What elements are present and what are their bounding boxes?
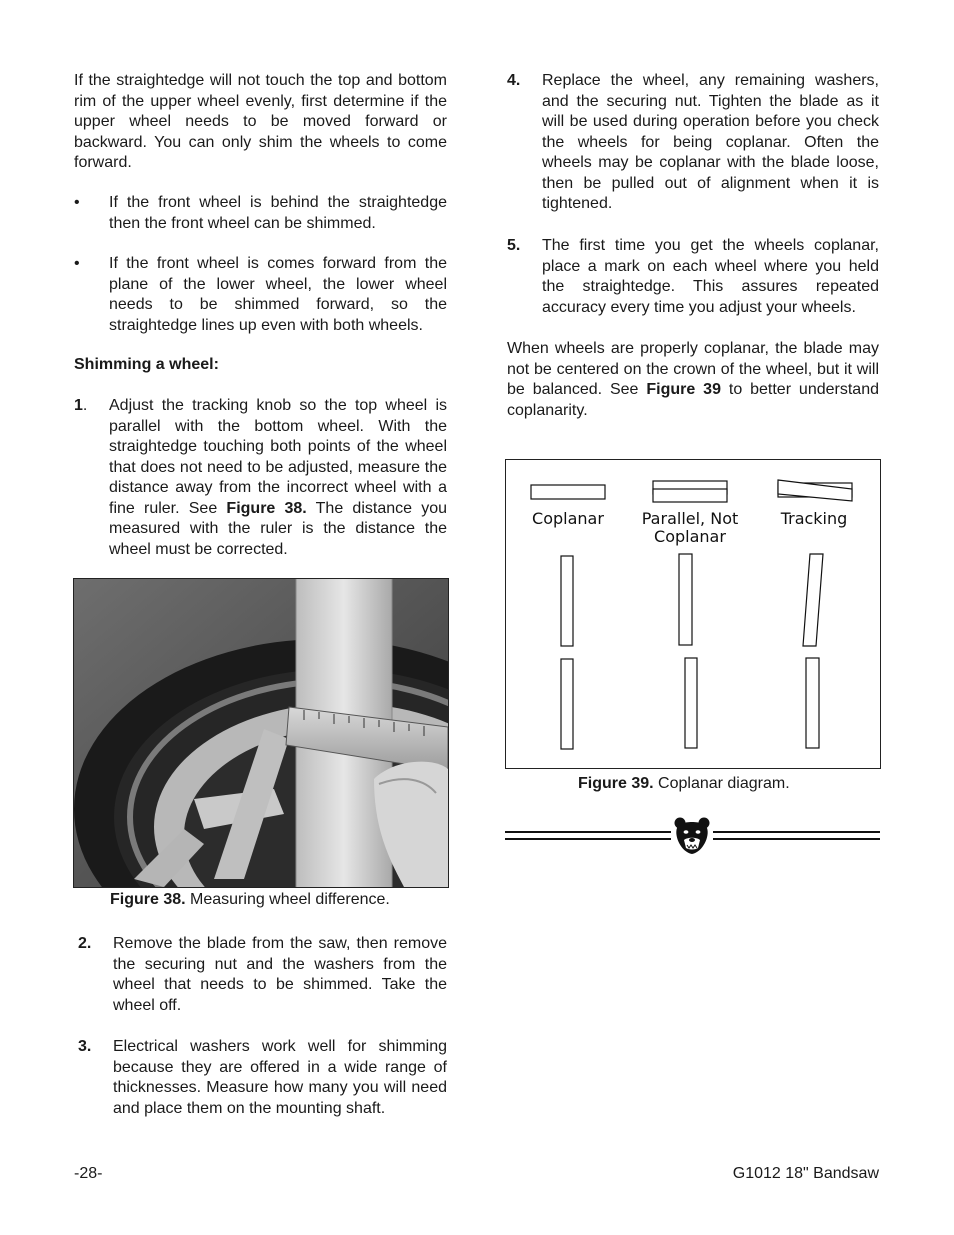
coplanar-upper-side <box>561 556 573 646</box>
step-4: 4. Replace the wheel, any remaining washers, and the securing nut. Tighten the blade as it will be used during operation before you check the wheels for being coplanar. Often the wheels may be coplanar with the blade loose, then be pulled out of alignment when it is tightened. <box>507 72 879 212</box>
coplanar-lower-side <box>561 659 573 749</box>
step-number: 1. <box>74 397 88 414</box>
step-number: 2. <box>78 935 92 952</box>
page-number: -28- <box>74 1165 103 1182</box>
coplanar-paragraph: When wheels are properly coplanar, the blade may not be centered on the crown of the wheel, but it will be balanced. See Figure 39 to better understand coplanarity. <box>507 340 879 419</box>
bullet-item: • If the front wheel is behind the straightedge then the front wheel can be shimmed. <box>74 194 447 232</box>
step-5: 5. The first time you get the wheels coplanar, place a mark on each wheel where you held the straightedge. This assures repeated accuracy every time you adjust your wheels. <box>507 237 879 316</box>
model-name: G1012 18" Bandsaw <box>732 1165 879 1182</box>
label-coplanar: Coplanar <box>532 509 604 528</box>
figure-39-diagram <box>505 459 881 769</box>
parallel-top-wheel-back <box>653 489 727 502</box>
coplanar-shapes <box>506 460 880 768</box>
bullet-symbol: • <box>74 194 80 211</box>
figure-label: Figure 38. <box>110 891 186 908</box>
intro-paragraph: If the straightedge will not touch the top and bottom rim of the upper wheel evenly, first determine if the upper wheel needs to be moved forward or backward. You can only shim the wheels to come forward. <box>74 72 447 171</box>
tracking-lower-side <box>806 658 819 748</box>
figure-38-caption: Figure 38. Measuring wheel difference. <box>110 891 390 908</box>
figure-39-caption: Figure 39. Coplanar diagram. <box>578 775 790 792</box>
parallel-upper-side <box>679 554 692 645</box>
step-number: 4. <box>507 72 521 89</box>
parallel-lower-side <box>685 658 697 748</box>
bullet-item: • If the front wheel is comes forward from the plane of the lower wheel, the lower wheel needs to be shimmed forward, so the straightedge lines up even with both wheels. <box>74 255 447 334</box>
figure-38-photo <box>73 578 449 888</box>
figure-reference: Figure 39 <box>646 381 721 398</box>
step-1: 1. Adjust the tracking knob so the top wheel is parallel with the bottom wheel. With the straightedge touching both points of the wheel that does not need to be adjusted, measure the distance away from the incorrect wheel with a fine ruler. See Figure 38. The distance you measured with the ruler is the distance the wheel must be corrected. <box>74 397 447 558</box>
bear-logo-icon <box>673 816 711 856</box>
label-parallel-not-coplanar: Parallel, Not Coplanar <box>641 509 739 546</box>
tracking-upper-side <box>803 554 823 646</box>
coplanar-top-wheel <box>531 485 605 499</box>
step-3: 3. Electrical washers work well for shimming because they are offered in a wide range of thicknesses. Measure how many you will need and place them on the mounting shaft. <box>78 1038 447 1117</box>
step-number: 5. <box>507 237 521 254</box>
label-tracking: Tracking <box>780 509 848 528</box>
measuring-wheel-illustration <box>74 579 448 887</box>
section-divider <box>505 816 880 856</box>
step-number: 3. <box>78 1038 92 1055</box>
bullet-symbol: • <box>74 255 80 272</box>
figure-reference: Figure 38. <box>226 499 307 517</box>
step-2: 2. Remove the blade from the saw, then remove the securing nut and the washers from the wheel that needs to be shimmed. Take the wheel off. <box>78 935 447 1014</box>
section-heading: Shimming a wheel: <box>74 356 219 373</box>
figure-label: Figure 39. <box>578 775 654 792</box>
